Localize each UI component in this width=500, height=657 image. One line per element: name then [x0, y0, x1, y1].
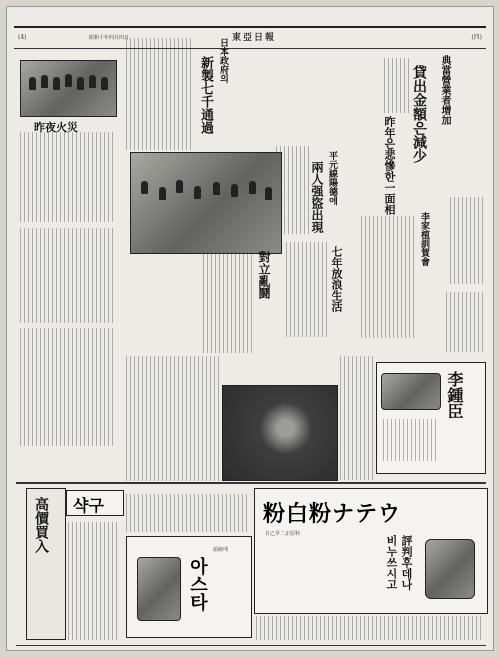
text-column	[384, 58, 410, 113]
newspaper-page	[6, 6, 494, 651]
text-column	[361, 216, 416, 338]
text-column	[446, 292, 486, 352]
page-number-left: (4)	[18, 34, 27, 41]
group-photo	[20, 60, 117, 117]
ad-right-text	[383, 419, 437, 461]
powder-ad	[254, 488, 488, 614]
powder-ad-promo-2: 評判후데나	[400, 535, 413, 590]
masthead	[14, 26, 486, 49]
robbery-headline-top: 平元線陽德에	[327, 151, 337, 205]
text-column	[20, 132, 116, 222]
date-line: 昭和十年四月四日	[89, 35, 130, 41]
portrait-photo	[222, 385, 338, 481]
main-headline-middle: 貸出金額은減少	[411, 65, 427, 163]
text-column	[126, 356, 221, 481]
middle-story-headline: 新製七千通過	[198, 56, 213, 134]
side-story-head	[419, 212, 445, 328]
text-column	[450, 197, 484, 284]
ad-right-name: 李鍾臣	[445, 371, 464, 419]
headline-main	[410, 65, 443, 210]
top-middle-story	[126, 38, 246, 150]
headline-right-block	[438, 55, 486, 195]
asutar-ad-title: 아스타	[187, 557, 208, 611]
robbery-headline: 兩人强盜出現	[310, 161, 324, 233]
text-column	[286, 242, 328, 337]
powder-ad-promo-1: 비누쓰시고	[385, 535, 398, 590]
powder-ad-title: 粉白粉ナテウ	[263, 502, 402, 527]
ad-photo	[381, 373, 441, 410]
text-column	[126, 38, 194, 150]
paper-name: 東亞日報	[231, 33, 276, 43]
main-headline-top: 典當營業者增加	[439, 55, 450, 125]
main-headline-sub: 昨年은悲慘한一面相	[383, 116, 396, 215]
text-column	[20, 228, 116, 323]
seven-years-headline: 七年放浪生活	[330, 246, 343, 312]
main-news-photo	[130, 152, 282, 254]
page-number-right: (四)	[471, 34, 482, 41]
side-story-headline: 李家植訓賀會	[419, 212, 429, 266]
sugu-ad-title: 샥구	[73, 496, 104, 515]
text-column	[126, 494, 250, 532]
text-column	[203, 251, 253, 353]
fire-headline: 昨夜火災	[34, 121, 78, 134]
text-column	[20, 328, 116, 446]
gold-ad	[26, 488, 66, 640]
ads-divider	[16, 482, 486, 484]
middle-story-head: 日本政府의	[218, 38, 228, 83]
text-column	[256, 616, 484, 640]
seven-years-story	[286, 242, 360, 337]
ad-right	[376, 362, 486, 474]
asutar-ad-sub: 頭痛에	[213, 547, 228, 553]
bottom-rule	[16, 645, 486, 646]
asutar-ad-illustration	[137, 557, 181, 621]
text-column	[68, 522, 120, 640]
powder-jar-image	[425, 539, 475, 599]
asutar-ad	[126, 536, 252, 638]
powder-ad-brand: 日乙早二正原料	[265, 531, 301, 537]
conflict-headline: 對立亂鬪	[257, 251, 271, 299]
text-column	[340, 356, 374, 480]
sugu-ad	[66, 490, 124, 516]
ad-right-box	[376, 362, 486, 474]
gold-ad-title: 高價買入	[33, 497, 49, 553]
conflict-story	[203, 251, 285, 354]
